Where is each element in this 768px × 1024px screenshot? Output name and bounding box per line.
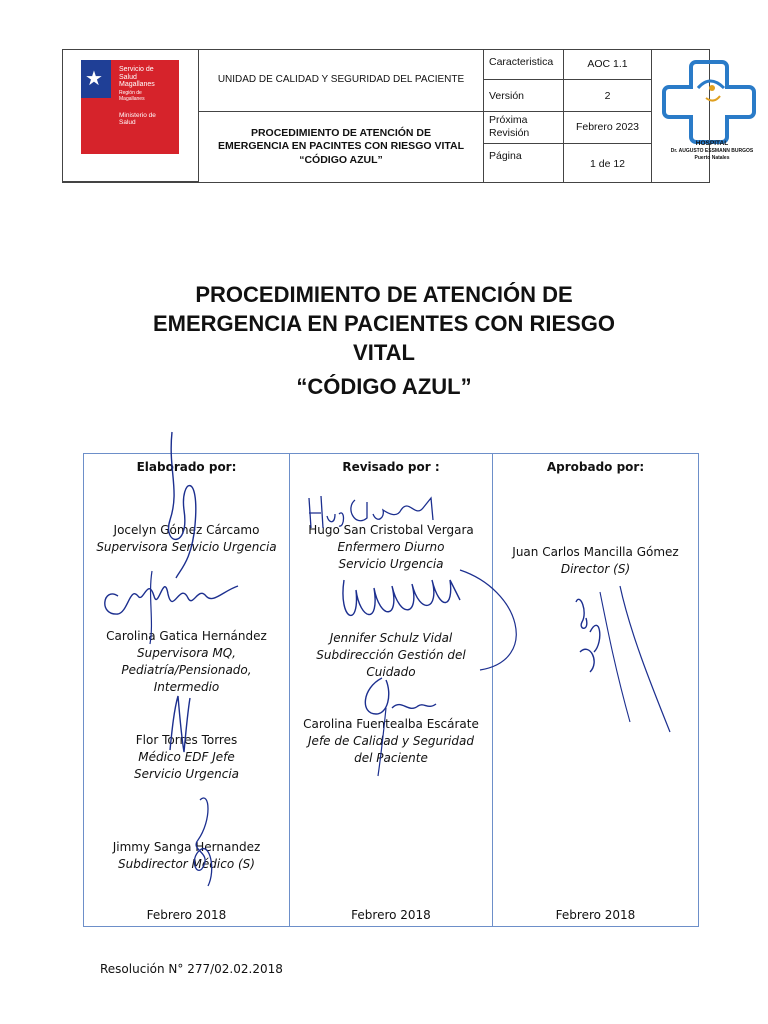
hospital-subname: Dr. AUGUSTO ESSMANN BURGOS — [670, 148, 754, 155]
hospital-city: Puerto Natales — [694, 154, 730, 161]
revisado-column — [290, 454, 493, 926]
servicio-salud-logo: ★ Servicio de Salud Magallanes Región de Magallanes Ministerio de Salud — [81, 60, 179, 154]
pagina-value: 1 de 12 — [564, 144, 652, 182]
signer-role: Jefe de Calidad y Seguridad del Paciente — [308, 734, 474, 765]
signer-entry — [290, 716, 492, 767]
signer-name: Carolina Gatica Hernández — [106, 629, 267, 643]
document-subtitle: “CÓDIGO AZUL” — [296, 374, 472, 399]
signer-entry — [84, 522, 289, 556]
signer-entry — [290, 630, 492, 681]
signer-name: Jimmy Sanga Hernandez — [112, 840, 261, 854]
proxima-revision-value: Febrero 2023 — [564, 112, 652, 144]
procedure-name: PROCEDIMIENTO DE ATENCIÓN DE EMERGENCIA EN PACINTES CON RIESGO VITAL “CÓDIGO AZUL” — [199, 112, 484, 182]
hospital-cross-icon — [648, 58, 768, 148]
signer-name: Hugo San Cristobal Vergara — [308, 523, 474, 537]
signer-name: Jennifer Schulz Vidal — [329, 631, 453, 645]
hospital-name: HOSPITAL — [695, 140, 729, 147]
version-label: Versión — [484, 80, 564, 112]
revisado-date: Febrero 2018 — [351, 908, 431, 922]
signer-entry — [84, 628, 289, 696]
signer-entry — [84, 732, 289, 783]
signer-role: Subdirector Médico (S) — [118, 857, 255, 871]
proxima-revision-label: Próxima Revisión — [484, 112, 564, 144]
resolution-number: Resolución N° 277/02.02.2018 — [100, 962, 283, 976]
document-header-table — [62, 49, 754, 183]
signer-name: Jocelyn Gómez Cárcamo — [113, 523, 260, 537]
caracteristica-value: AOC 1.1 — [564, 50, 652, 80]
approvals-table — [83, 453, 699, 927]
signer-name: Flor Torres Torres — [135, 733, 238, 747]
star-icon: ★ — [85, 68, 103, 90]
hospital-logo-cell — [652, 50, 754, 182]
signer-role: Subdirección Gestión del Cuidado — [316, 648, 466, 679]
signer-role: Médico EDF Jefe Servicio Urgencia — [133, 750, 240, 781]
elaborado-heading: Elaborado por: — [136, 460, 237, 474]
pagina-label: Página — [484, 144, 564, 182]
signer-role: Supervisora MQ, Pediatría/Pensionado, Intermedio — [121, 646, 252, 694]
aprobado-date: Febrero 2018 — [555, 908, 636, 922]
elaborado-date: Febrero 2018 — [146, 908, 227, 922]
elaborado-column — [84, 454, 290, 926]
version-value: 2 — [564, 80, 652, 112]
revisado-heading: Revisado por : — [342, 460, 440, 474]
document-title-line3: VITAL — [353, 340, 415, 365]
signer-role: Director (S) — [560, 562, 631, 576]
signer-name: Carolina Fuentealba Escárate — [303, 717, 479, 731]
aprobado-column — [493, 454, 698, 926]
document-title-line1: PROCEDIMIENTO DE ATENCIÓN DE — [195, 282, 573, 307]
signer-name: Juan Carlos Mancilla Gómez — [512, 545, 679, 559]
signer-role: Supervisora Servicio Urgencia — [96, 540, 277, 554]
signer-role: Enfermero Diurno Servicio Urgencia — [337, 540, 445, 571]
signer-entry — [84, 839, 289, 873]
signer-entry — [493, 544, 698, 578]
caracteristica-label: Caracteristica — [484, 50, 564, 80]
gov-logo-cell — [63, 50, 199, 182]
unit-name: UNIDAD DE CALIDAD Y SEGURIDAD DEL PACIENTE — [199, 50, 484, 112]
signer-entry — [290, 522, 492, 573]
aprobado-heading: Aprobado por: — [546, 460, 645, 474]
document-title-line2: EMERGENCIA EN PACIENTES CON RIESGO — [152, 311, 616, 336]
